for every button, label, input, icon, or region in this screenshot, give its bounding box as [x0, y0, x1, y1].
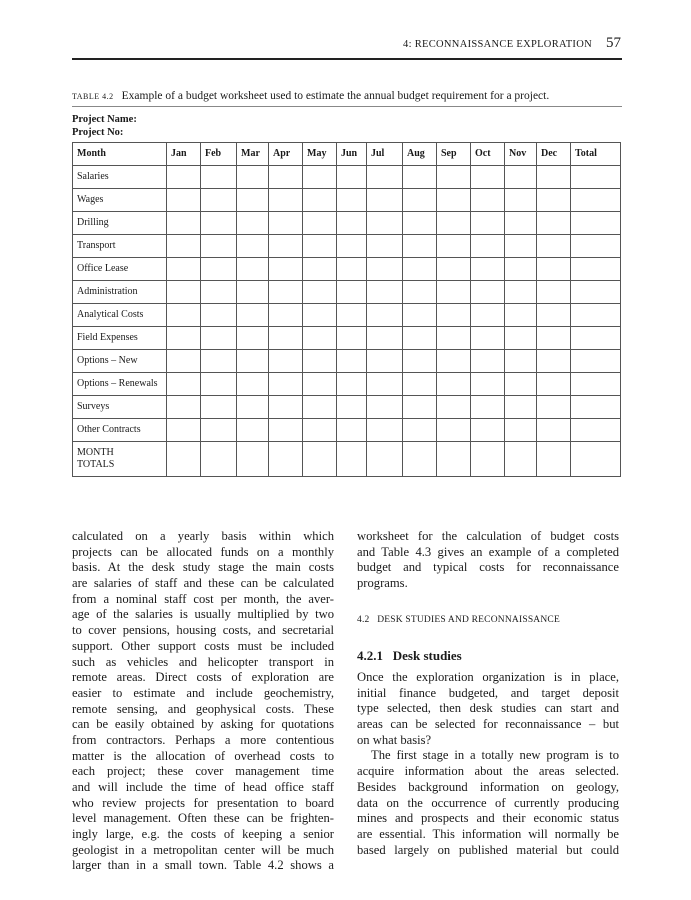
row-label: Options – New	[73, 350, 167, 373]
empty-cell	[167, 442, 201, 477]
empty-cell	[367, 419, 403, 442]
empty-cell	[167, 189, 201, 212]
empty-cell	[337, 189, 367, 212]
empty-cell	[337, 350, 367, 373]
empty-cell	[403, 442, 437, 477]
empty-cell	[505, 327, 537, 350]
right-text-column-bottom	[357, 670, 619, 858]
empty-cell	[167, 350, 201, 373]
empty-cell	[437, 189, 471, 212]
empty-cell	[367, 327, 403, 350]
empty-cell	[167, 235, 201, 258]
empty-cell	[403, 258, 437, 281]
empty-cell	[471, 281, 505, 304]
empty-cell	[303, 350, 337, 373]
table-label: TABLE 4.2	[72, 92, 114, 101]
empty-cell	[303, 327, 337, 350]
empty-cell	[303, 258, 337, 281]
text-line: level management. Often these can be frighten-	[72, 811, 334, 826]
empty-cell	[303, 419, 337, 442]
text-line: Once the exploration organization is in place,	[357, 670, 619, 684]
empty-cell	[505, 166, 537, 189]
empty-cell	[571, 166, 621, 189]
caption-rule	[72, 106, 622, 107]
column-header: Aug	[403, 143, 437, 166]
empty-cell	[437, 396, 471, 419]
empty-cell	[403, 373, 437, 396]
table-row	[73, 304, 621, 327]
text-line: ingly large, e.g. the costs of keeping a senior	[72, 827, 334, 842]
empty-cell	[167, 212, 201, 235]
empty-cell	[571, 442, 621, 477]
empty-cell	[403, 166, 437, 189]
section-heading: 4.2 DESK STUDIES AND RECONNAISSANCE	[357, 615, 560, 625]
empty-cell	[367, 304, 403, 327]
empty-cell	[201, 281, 237, 304]
empty-cell	[337, 304, 367, 327]
empty-cell	[471, 419, 505, 442]
project-name-label: Project Name:	[72, 114, 137, 125]
empty-cell	[237, 235, 269, 258]
empty-cell	[437, 281, 471, 304]
row-label: Drilling	[73, 212, 167, 235]
empty-cell	[471, 350, 505, 373]
empty-cell	[167, 419, 201, 442]
empty-cell	[303, 304, 337, 327]
text-line: remote areas. Direct costs of exploration are	[72, 670, 334, 685]
text-line: who review projects for presentation to board	[72, 795, 334, 810]
empty-cell	[167, 166, 201, 189]
empty-cell	[269, 350, 303, 373]
empty-cell	[367, 258, 403, 281]
table-header-row	[73, 143, 621, 166]
row-label: Wages	[73, 189, 167, 212]
empty-cell	[303, 442, 337, 477]
column-header: Total	[571, 143, 621, 166]
empty-cell	[201, 350, 237, 373]
text-line: areas can be selected for reconnaissance – but	[357, 717, 619, 732]
totals-label	[73, 442, 167, 477]
empty-cell	[471, 396, 505, 419]
empty-cell	[237, 396, 269, 419]
empty-cell	[471, 327, 505, 350]
empty-cell	[167, 327, 201, 350]
empty-cell	[537, 235, 571, 258]
empty-cell	[367, 396, 403, 419]
column-header: Mar	[237, 143, 269, 166]
empty-cell	[505, 396, 537, 419]
text-line: based largely on published material but could	[357, 842, 619, 857]
empty-cell	[403, 189, 437, 212]
empty-cell	[437, 304, 471, 327]
table-row	[73, 350, 621, 373]
empty-cell	[367, 281, 403, 304]
empty-cell	[505, 304, 537, 327]
empty-cell	[537, 304, 571, 327]
column-header: Jul	[367, 143, 403, 166]
column-header: Month	[73, 143, 167, 166]
empty-cell	[505, 212, 537, 235]
text-line: age of the salaries is usually multiplied by two	[72, 607, 334, 622]
empty-cell	[201, 304, 237, 327]
empty-cell	[237, 166, 269, 189]
empty-cell	[237, 189, 269, 212]
empty-cell	[201, 235, 237, 258]
empty-cell	[201, 373, 237, 396]
left-text-column	[72, 529, 334, 874]
empty-cell	[471, 442, 505, 477]
text-line: initial finance budgeted, and target deposit	[357, 685, 619, 700]
text-line: mines and prospects and their economic status	[357, 811, 619, 826]
empty-cell	[367, 212, 403, 235]
project-no-label: Project No:	[72, 127, 124, 138]
empty-cell	[269, 258, 303, 281]
row-label: Transport	[73, 235, 167, 258]
table-row	[73, 396, 621, 419]
empty-cell	[303, 166, 337, 189]
empty-cell	[269, 442, 303, 477]
empty-cell	[337, 281, 367, 304]
table-row	[73, 373, 621, 396]
empty-cell	[505, 419, 537, 442]
empty-cell	[337, 327, 367, 350]
empty-cell	[269, 166, 303, 189]
empty-cell	[403, 212, 437, 235]
empty-cell	[303, 212, 337, 235]
empty-cell	[367, 189, 403, 212]
empty-cell	[237, 258, 269, 281]
row-label: Surveys	[73, 396, 167, 419]
empty-cell	[237, 442, 269, 477]
budget-worksheet-table	[72, 142, 621, 477]
empty-cell	[537, 258, 571, 281]
empty-cell	[237, 304, 269, 327]
empty-cell	[505, 258, 537, 281]
text-line: programs.	[357, 576, 408, 591]
empty-cell	[505, 442, 537, 477]
totals-label-line: TOTALS	[77, 459, 115, 470]
text-line: data on the occurrence of currently producing	[357, 795, 619, 810]
empty-cell	[201, 396, 237, 419]
table-caption-text: Example of a budget worksheet used to estimate the annual budget requirement for a project.	[121, 90, 550, 102]
text-line: acquire information about the areas selected.	[357, 764, 619, 779]
empty-cell	[505, 373, 537, 396]
column-header: Jun	[337, 143, 367, 166]
table-row	[73, 281, 621, 304]
empty-cell	[537, 442, 571, 477]
empty-cell	[337, 373, 367, 396]
text-line: projects can be allocated funds on a monthly	[72, 544, 334, 559]
empty-cell	[303, 281, 337, 304]
empty-cell	[269, 281, 303, 304]
row-label: Field Expenses	[73, 327, 167, 350]
empty-cell	[237, 419, 269, 442]
empty-cell	[571, 396, 621, 419]
text-line: matter is the allocation of overhead costs to	[72, 748, 334, 763]
running-head: 4: RECONNAISSANCE EXPLORATION	[403, 39, 592, 50]
empty-cell	[201, 212, 237, 235]
empty-cell	[437, 235, 471, 258]
empty-cell	[337, 166, 367, 189]
empty-cell	[269, 396, 303, 419]
page-number: 57	[606, 35, 621, 51]
row-label: Analytical Costs	[73, 304, 167, 327]
empty-cell	[571, 327, 621, 350]
totals-label-line: MONTH	[77, 447, 114, 458]
text-line: The first stage in a totally new program is to	[371, 748, 619, 763]
empty-cell	[471, 304, 505, 327]
empty-cell	[437, 373, 471, 396]
column-header: Jan	[167, 143, 201, 166]
row-label: Salaries	[73, 166, 167, 189]
empty-cell	[337, 258, 367, 281]
text-line: larger than in a small town. Table 4.2 shows a	[72, 858, 334, 873]
empty-cell	[537, 419, 571, 442]
empty-cell	[303, 373, 337, 396]
text-line: and Table 4.3 gives an example of a completed	[357, 544, 619, 559]
text-line: can be easily obtained by asking for quotations	[72, 717, 334, 732]
empty-cell	[437, 350, 471, 373]
empty-cell	[337, 419, 367, 442]
empty-cell	[167, 258, 201, 281]
empty-cell	[505, 235, 537, 258]
empty-cell	[537, 373, 571, 396]
table-row	[73, 212, 621, 235]
table-row	[73, 258, 621, 281]
row-label: Administration	[73, 281, 167, 304]
empty-cell	[571, 212, 621, 235]
empty-cell	[403, 235, 437, 258]
empty-cell	[367, 442, 403, 477]
empty-cell	[403, 304, 437, 327]
empty-cell	[471, 189, 505, 212]
table-row	[73, 189, 621, 212]
empty-cell	[367, 350, 403, 373]
empty-cell	[269, 212, 303, 235]
empty-cell	[269, 419, 303, 442]
empty-cell	[403, 350, 437, 373]
text-line: type selected, then desk studies can start and	[357, 701, 619, 716]
empty-cell	[303, 396, 337, 419]
empty-cell	[403, 327, 437, 350]
empty-cell	[303, 235, 337, 258]
empty-cell	[437, 442, 471, 477]
text-line: geologist in a metropolitan center will be much	[72, 842, 334, 857]
text-line: budget and typical costs for reconnaissance	[357, 560, 619, 575]
subsection-heading: 4.2.1 Desk studies	[357, 648, 462, 663]
empty-cell	[571, 304, 621, 327]
empty-cell	[471, 212, 505, 235]
column-header: Sep	[437, 143, 471, 166]
text-line: on what basis?	[357, 732, 432, 747]
text-line: to cover pensions, housing costs, and secretarial	[72, 623, 334, 638]
table-row	[73, 166, 621, 189]
empty-cell	[167, 373, 201, 396]
empty-cell	[505, 350, 537, 373]
empty-cell	[337, 235, 367, 258]
empty-cell	[437, 258, 471, 281]
text-line: such as vehicles and helicopter transport in	[72, 654, 334, 669]
empty-cell	[237, 350, 269, 373]
empty-cell	[571, 419, 621, 442]
right-text-column-top	[357, 529, 619, 592]
row-label: Office Lease	[73, 258, 167, 281]
empty-cell	[505, 281, 537, 304]
empty-cell	[537, 281, 571, 304]
empty-cell	[237, 327, 269, 350]
header-rule	[72, 58, 622, 60]
text-line: basis. At the desk study stage the main costs	[72, 560, 334, 575]
empty-cell	[571, 235, 621, 258]
empty-cell	[571, 281, 621, 304]
empty-cell	[537, 189, 571, 212]
text-line: worksheet for the calculation of budget costs	[357, 529, 619, 543]
text-line: support. Other support costs must be included	[72, 638, 334, 653]
empty-cell	[571, 350, 621, 373]
empty-cell	[237, 281, 269, 304]
empty-cell	[571, 373, 621, 396]
empty-cell	[201, 166, 237, 189]
empty-cell	[237, 373, 269, 396]
empty-cell	[167, 396, 201, 419]
column-header: Apr	[269, 143, 303, 166]
empty-cell	[337, 396, 367, 419]
empty-cell	[471, 258, 505, 281]
text-line: calculated on a yearly basis within which	[72, 529, 334, 543]
empty-cell	[201, 419, 237, 442]
row-label: Other Contracts	[73, 419, 167, 442]
empty-cell	[237, 212, 269, 235]
empty-cell	[167, 304, 201, 327]
empty-cell	[337, 442, 367, 477]
empty-cell	[201, 189, 237, 212]
table-caption	[72, 89, 549, 104]
column-header: Oct	[471, 143, 505, 166]
empty-cell	[167, 281, 201, 304]
empty-cell	[269, 373, 303, 396]
column-header: Dec	[537, 143, 571, 166]
empty-cell	[471, 235, 505, 258]
table-row	[73, 419, 621, 442]
column-header: Nov	[505, 143, 537, 166]
empty-cell	[505, 189, 537, 212]
empty-cell	[269, 189, 303, 212]
empty-cell	[537, 327, 571, 350]
text-line: are salaries of staff and these can be calculated	[72, 576, 334, 591]
empty-cell	[437, 327, 471, 350]
empty-cell	[269, 235, 303, 258]
table-row	[73, 327, 621, 350]
empty-cell	[537, 350, 571, 373]
empty-cell	[367, 235, 403, 258]
column-header: Feb	[201, 143, 237, 166]
empty-cell	[201, 442, 237, 477]
table-row	[73, 235, 621, 258]
text-line: are essential. This information will normally be	[357, 826, 619, 841]
empty-cell	[403, 281, 437, 304]
text-line: from a nominal staff cost per month, the aver-	[72, 591, 334, 606]
empty-cell	[201, 327, 237, 350]
text-line: remote sensing, and geophysical costs. These	[72, 701, 334, 716]
empty-cell	[437, 212, 471, 235]
empty-cell	[471, 373, 505, 396]
totals-row	[73, 442, 621, 477]
empty-cell	[571, 258, 621, 281]
empty-cell	[367, 373, 403, 396]
row-label: Options – Renewals	[73, 373, 167, 396]
text-line: easier to estimate and include geochemistry,	[72, 685, 334, 700]
column-header: May	[303, 143, 337, 166]
text-line: and will include the time of head office staff	[72, 780, 334, 794]
empty-cell	[437, 166, 471, 189]
empty-cell	[269, 327, 303, 350]
empty-cell	[303, 189, 337, 212]
empty-cell	[537, 166, 571, 189]
text-line: Besides background information on geology,	[357, 779, 619, 794]
empty-cell	[337, 212, 367, 235]
empty-cell	[403, 419, 437, 442]
empty-cell	[537, 396, 571, 419]
empty-cell	[571, 189, 621, 212]
empty-cell	[471, 166, 505, 189]
empty-cell	[367, 166, 403, 189]
empty-cell	[437, 419, 471, 442]
empty-cell	[537, 212, 571, 235]
empty-cell	[403, 396, 437, 419]
empty-cell	[201, 258, 237, 281]
text-line: each project; these cover management time	[72, 764, 334, 779]
text-line: from contractors. Perhaps a more contentious	[72, 732, 334, 747]
empty-cell	[269, 304, 303, 327]
